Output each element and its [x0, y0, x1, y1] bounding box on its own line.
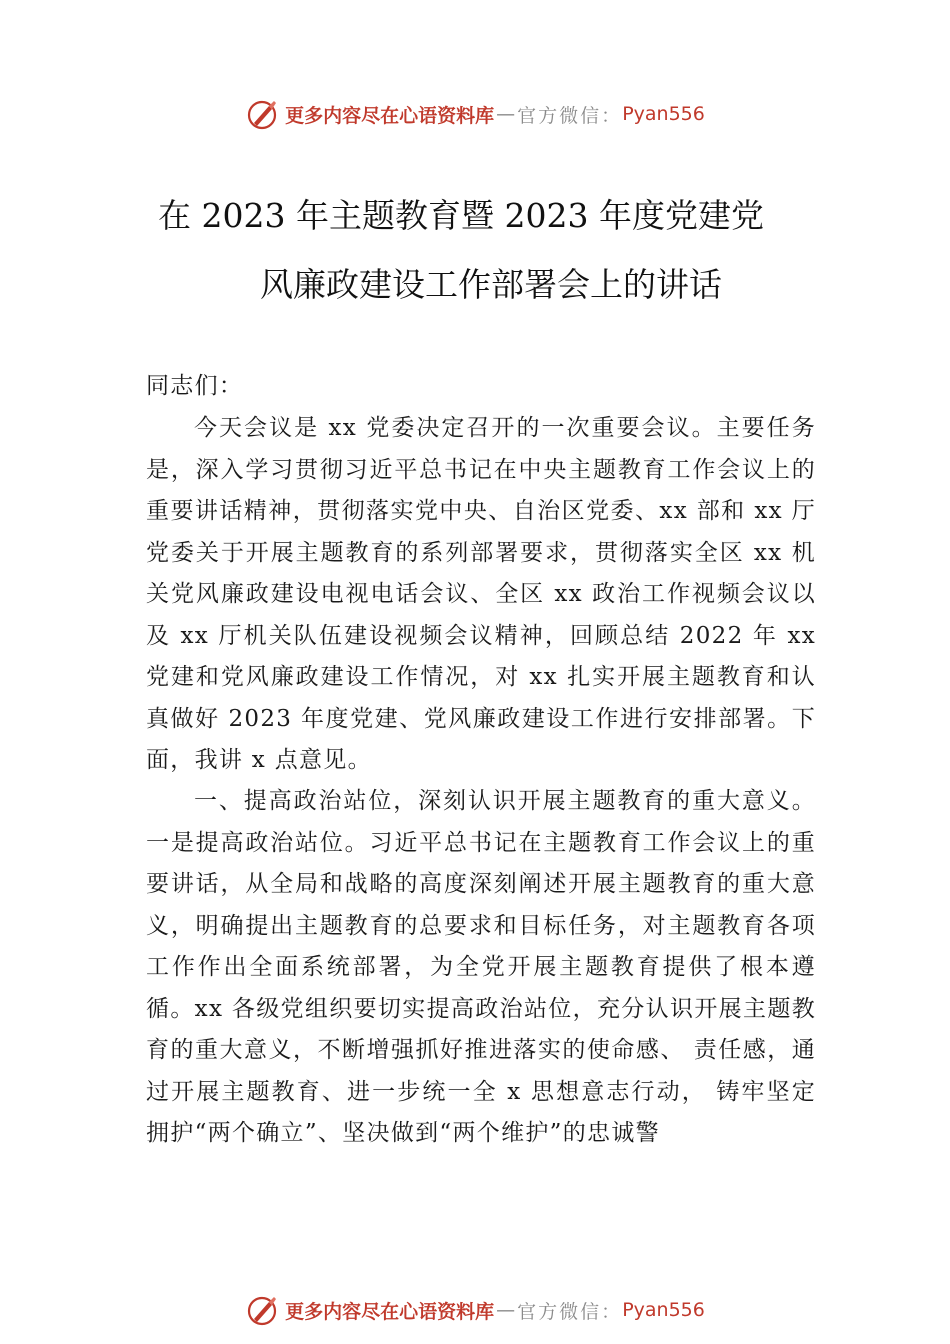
watermark-handle: Pyan556	[622, 1299, 705, 1321]
watermark-label: 官方微信：	[517, 1300, 623, 1323]
watermark-dash: —	[496, 1299, 516, 1321]
watermark-handle: Pyan556	[622, 103, 705, 125]
watermark-dash: —	[496, 103, 516, 125]
watermark-brand: 更多内容尽在心语资料库	[285, 1300, 495, 1323]
document-title-line2: 风廉政建设工作部署会上的讲话	[260, 265, 722, 304]
header-watermark	[0, 94, 950, 134]
watermark-label: 官方微信：	[517, 104, 623, 127]
pen-logo-icon	[245, 1293, 279, 1327]
paragraph-section-one: 一、提高政治站位，深刻认识开展主题教育的重大意义。一是提高政治站位。习近平总书记在主题教育工作会议上的重要讲话，从全局和战略的高度深刻阐述开展主题教育的重大意义，明确提出主题教育的总要求和目标任务，对主题教育各项工作作出全面系统部署，为全党开展主题教育提供了根本遵循。xx 各级党组织要切实提高政治站位，充分认识开展主题教育的重大意义，不断增强抓好推进落实的使命感、 责任感，通过开展主题教育、进一步统一全 x 思想意志行动， 铸牢坚定拥护“两个确立”、坚决做到“两个维护”的忠诚警	[146, 788, 816, 1146]
salutation: 同志们：	[146, 373, 244, 399]
footer-watermark	[0, 1290, 950, 1330]
document-title-line1: 在 2023 年主题教育暨 2023 年度党建党	[158, 196, 764, 235]
pen-logo-icon	[245, 97, 279, 131]
watermark-brand: 更多内容尽在心语资料库	[285, 104, 495, 127]
paragraph-opening: 今天会议是 xx 党委决定召开的一次重要会议。主要任务是，深入学习贯彻习近平总书记在中央主题教育工作会议上的重要讲话精神，贯彻落实党中央、自治区党委、xx 部和 xx 厅党委关于开展主题教育的系列部署要求，贯彻落实全区 xx 机关党风廉政建设电视电话会议、全区 xx 政治工作视频会议以及 xx 厅机关队伍建设视频会议精神，回顾总结 2022 年 xx 党建和党风廉政建设工作情况，对 xx 扎实开展主题教育和认真做好 2023 年度党建、党风廉政建设工作进行安排部署。下面，我讲 x 点意见。	[146, 415, 816, 773]
